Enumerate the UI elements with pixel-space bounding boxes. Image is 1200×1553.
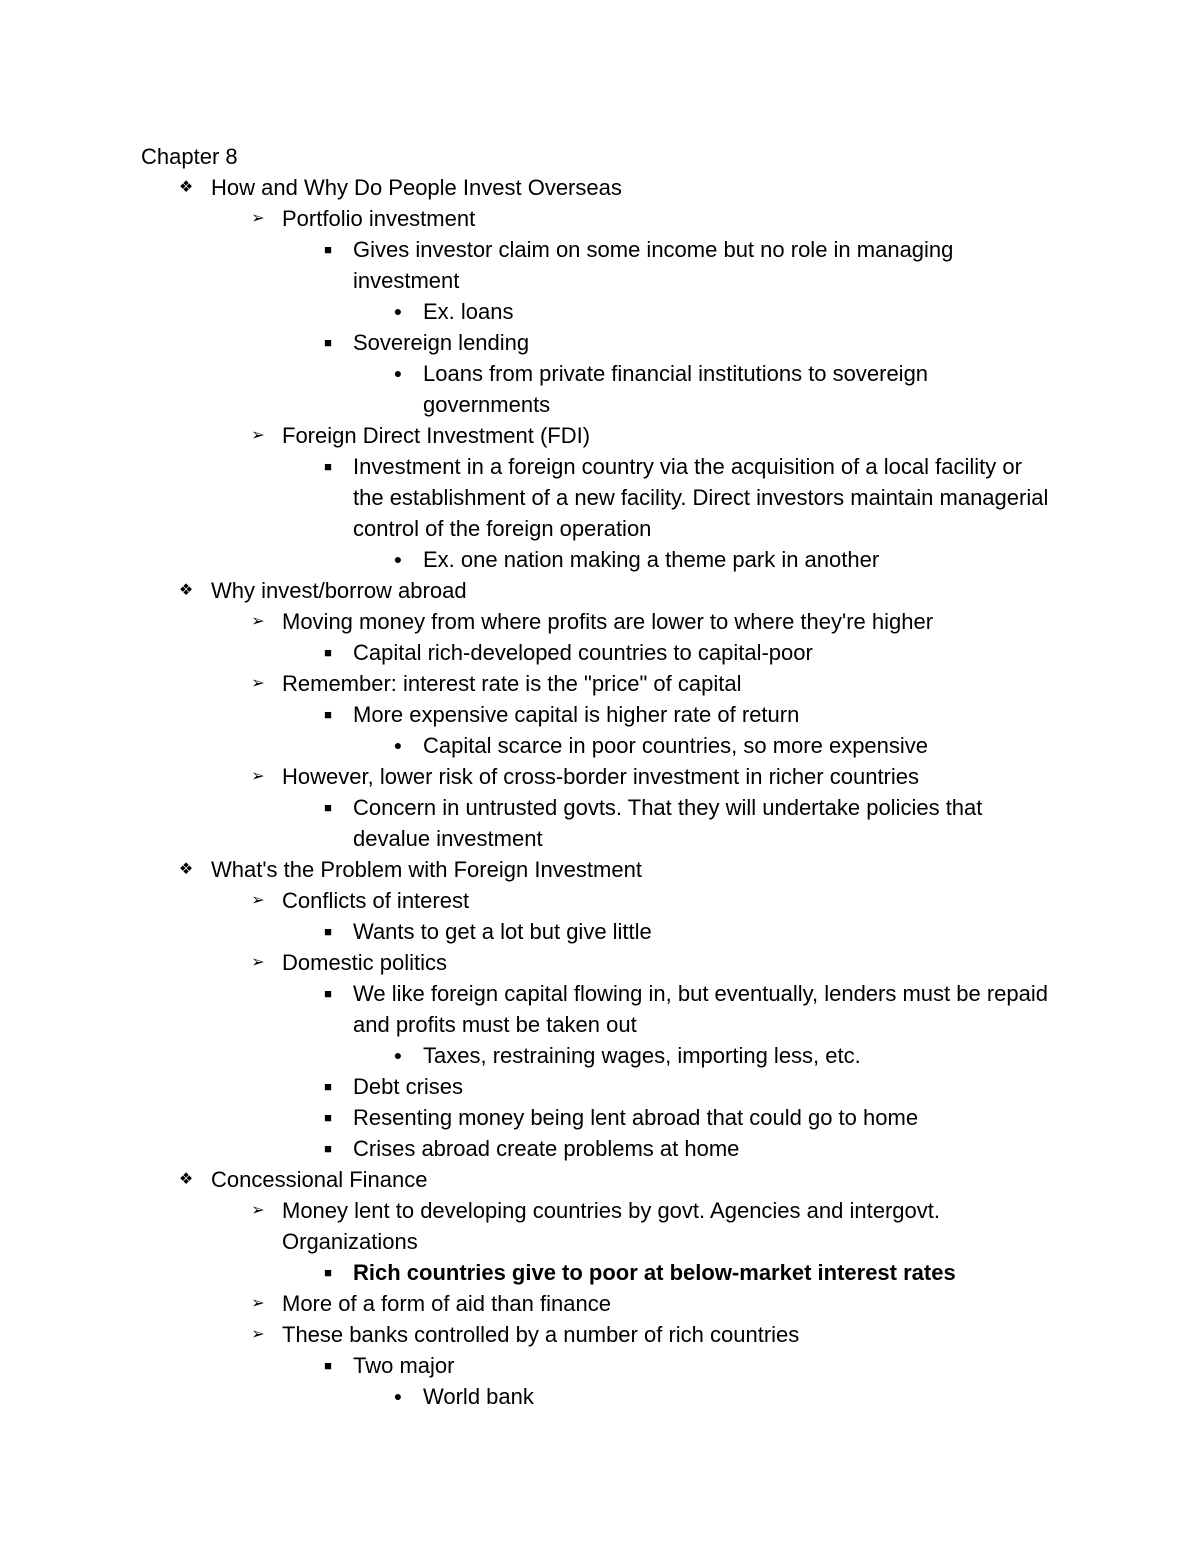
outline-item-level-3 xyxy=(0,451,1051,544)
square-bullet-icon: ■ xyxy=(324,707,332,722)
outline-item-level-3 xyxy=(0,1102,1051,1133)
outline-item-level-3 xyxy=(0,699,1051,730)
dot-bullet-icon: ● xyxy=(393,551,403,567)
outline-item-level-2 xyxy=(0,420,1051,451)
outline-item-text: Ex. one nation making a theme park in another xyxy=(423,547,880,572)
outline-item-level-3 xyxy=(0,1071,1051,1102)
square-bullet-icon: ■ xyxy=(324,1358,332,1373)
outline-item-text: Remember: interest rate is the "price" of capital xyxy=(282,671,742,696)
outline-item-level-4 xyxy=(0,730,1051,761)
outline-item-text: Conflicts of interest xyxy=(282,888,470,913)
outline-item-level-3 xyxy=(0,916,1051,947)
arrow-bullet-icon: ➢ xyxy=(251,1202,265,1219)
outline-item-text: We like foreign capital flowing in, but eventually, lenders must be repaid and profits must be taken out xyxy=(353,981,1049,1037)
outline-item-text: World bank xyxy=(423,1384,534,1409)
arrow-bullet-icon: ➢ xyxy=(251,1326,265,1343)
outline-item-text: Ex. loans xyxy=(423,299,514,324)
outline-item-level-1 xyxy=(0,1164,1051,1195)
outline-item-level-4 xyxy=(0,296,1051,327)
square-bullet-icon: ■ xyxy=(324,335,332,350)
outline-item-text: Moving money from where profits are lower to where they're higher xyxy=(282,609,934,634)
outline-item-text: Rich countries give to poor at below-market interest rates xyxy=(353,1260,956,1285)
dot-bullet-icon: ● xyxy=(393,1388,403,1404)
diamond-bullet-icon: ❖ xyxy=(178,861,194,878)
outline-item-text: Concessional Finance xyxy=(211,1167,428,1192)
outline-item-level-2 xyxy=(0,1319,1051,1350)
outline-item-level-2 xyxy=(0,947,1051,978)
square-bullet-icon: ■ xyxy=(324,986,332,1001)
outline-item-level-2 xyxy=(0,1288,1051,1319)
outline-item-level-3 xyxy=(0,978,1051,1040)
page-title: Chapter 8 xyxy=(141,144,238,169)
outline-item-text: Foreign Direct Investment (FDI) xyxy=(282,423,591,448)
outline-item-text: Sovereign lending xyxy=(353,330,530,355)
outline-item-level-3 xyxy=(0,1350,1051,1381)
outline-item-text: Gives investor claim on some income but no role in managing investment xyxy=(353,237,954,293)
square-bullet-icon: ■ xyxy=(324,645,332,660)
outline-item-level-2 xyxy=(0,606,1051,637)
square-bullet-icon: ■ xyxy=(324,1110,332,1125)
outline-item-level-3 xyxy=(0,234,1051,296)
dot-bullet-icon: ● xyxy=(393,303,403,319)
outline-item-text: Investment in a foreign country via the acquisition of a local facility or the establishment of a new facility. Direct investors maintain managerial control of the foreign operation xyxy=(353,454,1049,541)
square-bullet-icon: ■ xyxy=(324,924,332,939)
diamond-bullet-icon: ❖ xyxy=(178,1171,194,1188)
outline-item-level-2 xyxy=(0,761,1051,792)
square-bullet-icon: ■ xyxy=(324,1141,332,1156)
square-bullet-icon: ■ xyxy=(324,800,332,815)
outline-item-level-4 xyxy=(0,1381,1051,1412)
outline-item-level-2 xyxy=(0,668,1051,699)
outline-item-text: Capital rich-developed countries to capital-poor xyxy=(353,640,813,665)
outline-item-level-1 xyxy=(0,854,1051,885)
arrow-bullet-icon: ➢ xyxy=(251,892,265,909)
outline-item-text: Debt crises xyxy=(353,1074,464,1099)
outline-item-text: These banks controlled by a number of rich countries xyxy=(282,1322,800,1347)
square-bullet-icon: ■ xyxy=(324,242,332,257)
arrow-bullet-icon: ➢ xyxy=(251,675,265,692)
outline-item-level-1 xyxy=(0,172,1051,203)
dot-bullet-icon: ● xyxy=(393,1047,403,1063)
diamond-bullet-icon: ❖ xyxy=(178,582,194,599)
outline-item-text: How and Why Do People Invest Overseas xyxy=(211,175,622,200)
outline-item-level-2 xyxy=(0,203,1051,234)
arrow-bullet-icon: ➢ xyxy=(251,427,265,444)
outline-item-level-2 xyxy=(0,1195,1051,1257)
arrow-bullet-icon: ➢ xyxy=(251,768,265,785)
outline-item-text: Why invest/borrow abroad xyxy=(211,578,467,603)
arrow-bullet-icon: ➢ xyxy=(251,210,265,227)
outline-item-text: Portfolio investment xyxy=(282,206,476,231)
dot-bullet-icon: ● xyxy=(393,365,403,381)
outline-item-level-1 xyxy=(0,575,1051,606)
outline-item-text: More of a form of aid than finance xyxy=(282,1291,611,1316)
outline-item-text: Domestic politics xyxy=(282,950,448,975)
diamond-bullet-icon: ❖ xyxy=(178,179,194,196)
outline-item-level-3 xyxy=(0,1133,1051,1164)
arrow-bullet-icon: ➢ xyxy=(251,954,265,971)
outline-item-level-2 xyxy=(0,885,1051,916)
arrow-bullet-icon: ➢ xyxy=(251,613,265,630)
outline-item-text: Loans from private financial institutions to sovereign governments xyxy=(423,361,929,417)
outline-item-level-4 xyxy=(0,1040,1051,1071)
square-bullet-icon: ■ xyxy=(324,1265,332,1280)
outline-item-text: Resenting money being lent abroad that could go to home xyxy=(353,1105,919,1130)
outline-item-level-4 xyxy=(0,544,1051,575)
outline-list xyxy=(0,172,1200,1412)
outline-item-text: Concern in untrusted govts. That they will undertake policies that devalue investment xyxy=(353,795,983,851)
outline-item-level-3 xyxy=(0,1257,1051,1288)
outline-item-level-3 xyxy=(0,327,1051,358)
outline-item-text: Crises abroad create problems at home xyxy=(353,1136,740,1161)
outline-item-text: More expensive capital is higher rate of return xyxy=(353,702,800,727)
square-bullet-icon: ■ xyxy=(324,1079,332,1094)
outline-item-level-3 xyxy=(0,637,1051,668)
outline-item-level-4 xyxy=(0,358,1051,420)
outline-item-text: However, lower risk of cross-border investment in richer countries xyxy=(282,764,920,789)
dot-bullet-icon: ● xyxy=(393,737,403,753)
outline-item-text: Taxes, restraining wages, importing less, etc. xyxy=(423,1043,861,1068)
outline-item-text: Capital scarce in poor countries, so more expensive xyxy=(423,733,929,758)
outline-item-text: What's the Problem with Foreign Investment xyxy=(211,857,642,882)
outline-item-text: Two major xyxy=(353,1353,455,1378)
outline-item-text: Money lent to developing countries by govt. Agencies and intergovt. Organizations xyxy=(282,1198,940,1254)
square-bullet-icon: ■ xyxy=(324,459,332,474)
outline-item-level-3 xyxy=(0,792,1051,854)
arrow-bullet-icon: ➢ xyxy=(251,1295,265,1312)
outline-item-text: Wants to get a lot but give little xyxy=(353,919,652,944)
